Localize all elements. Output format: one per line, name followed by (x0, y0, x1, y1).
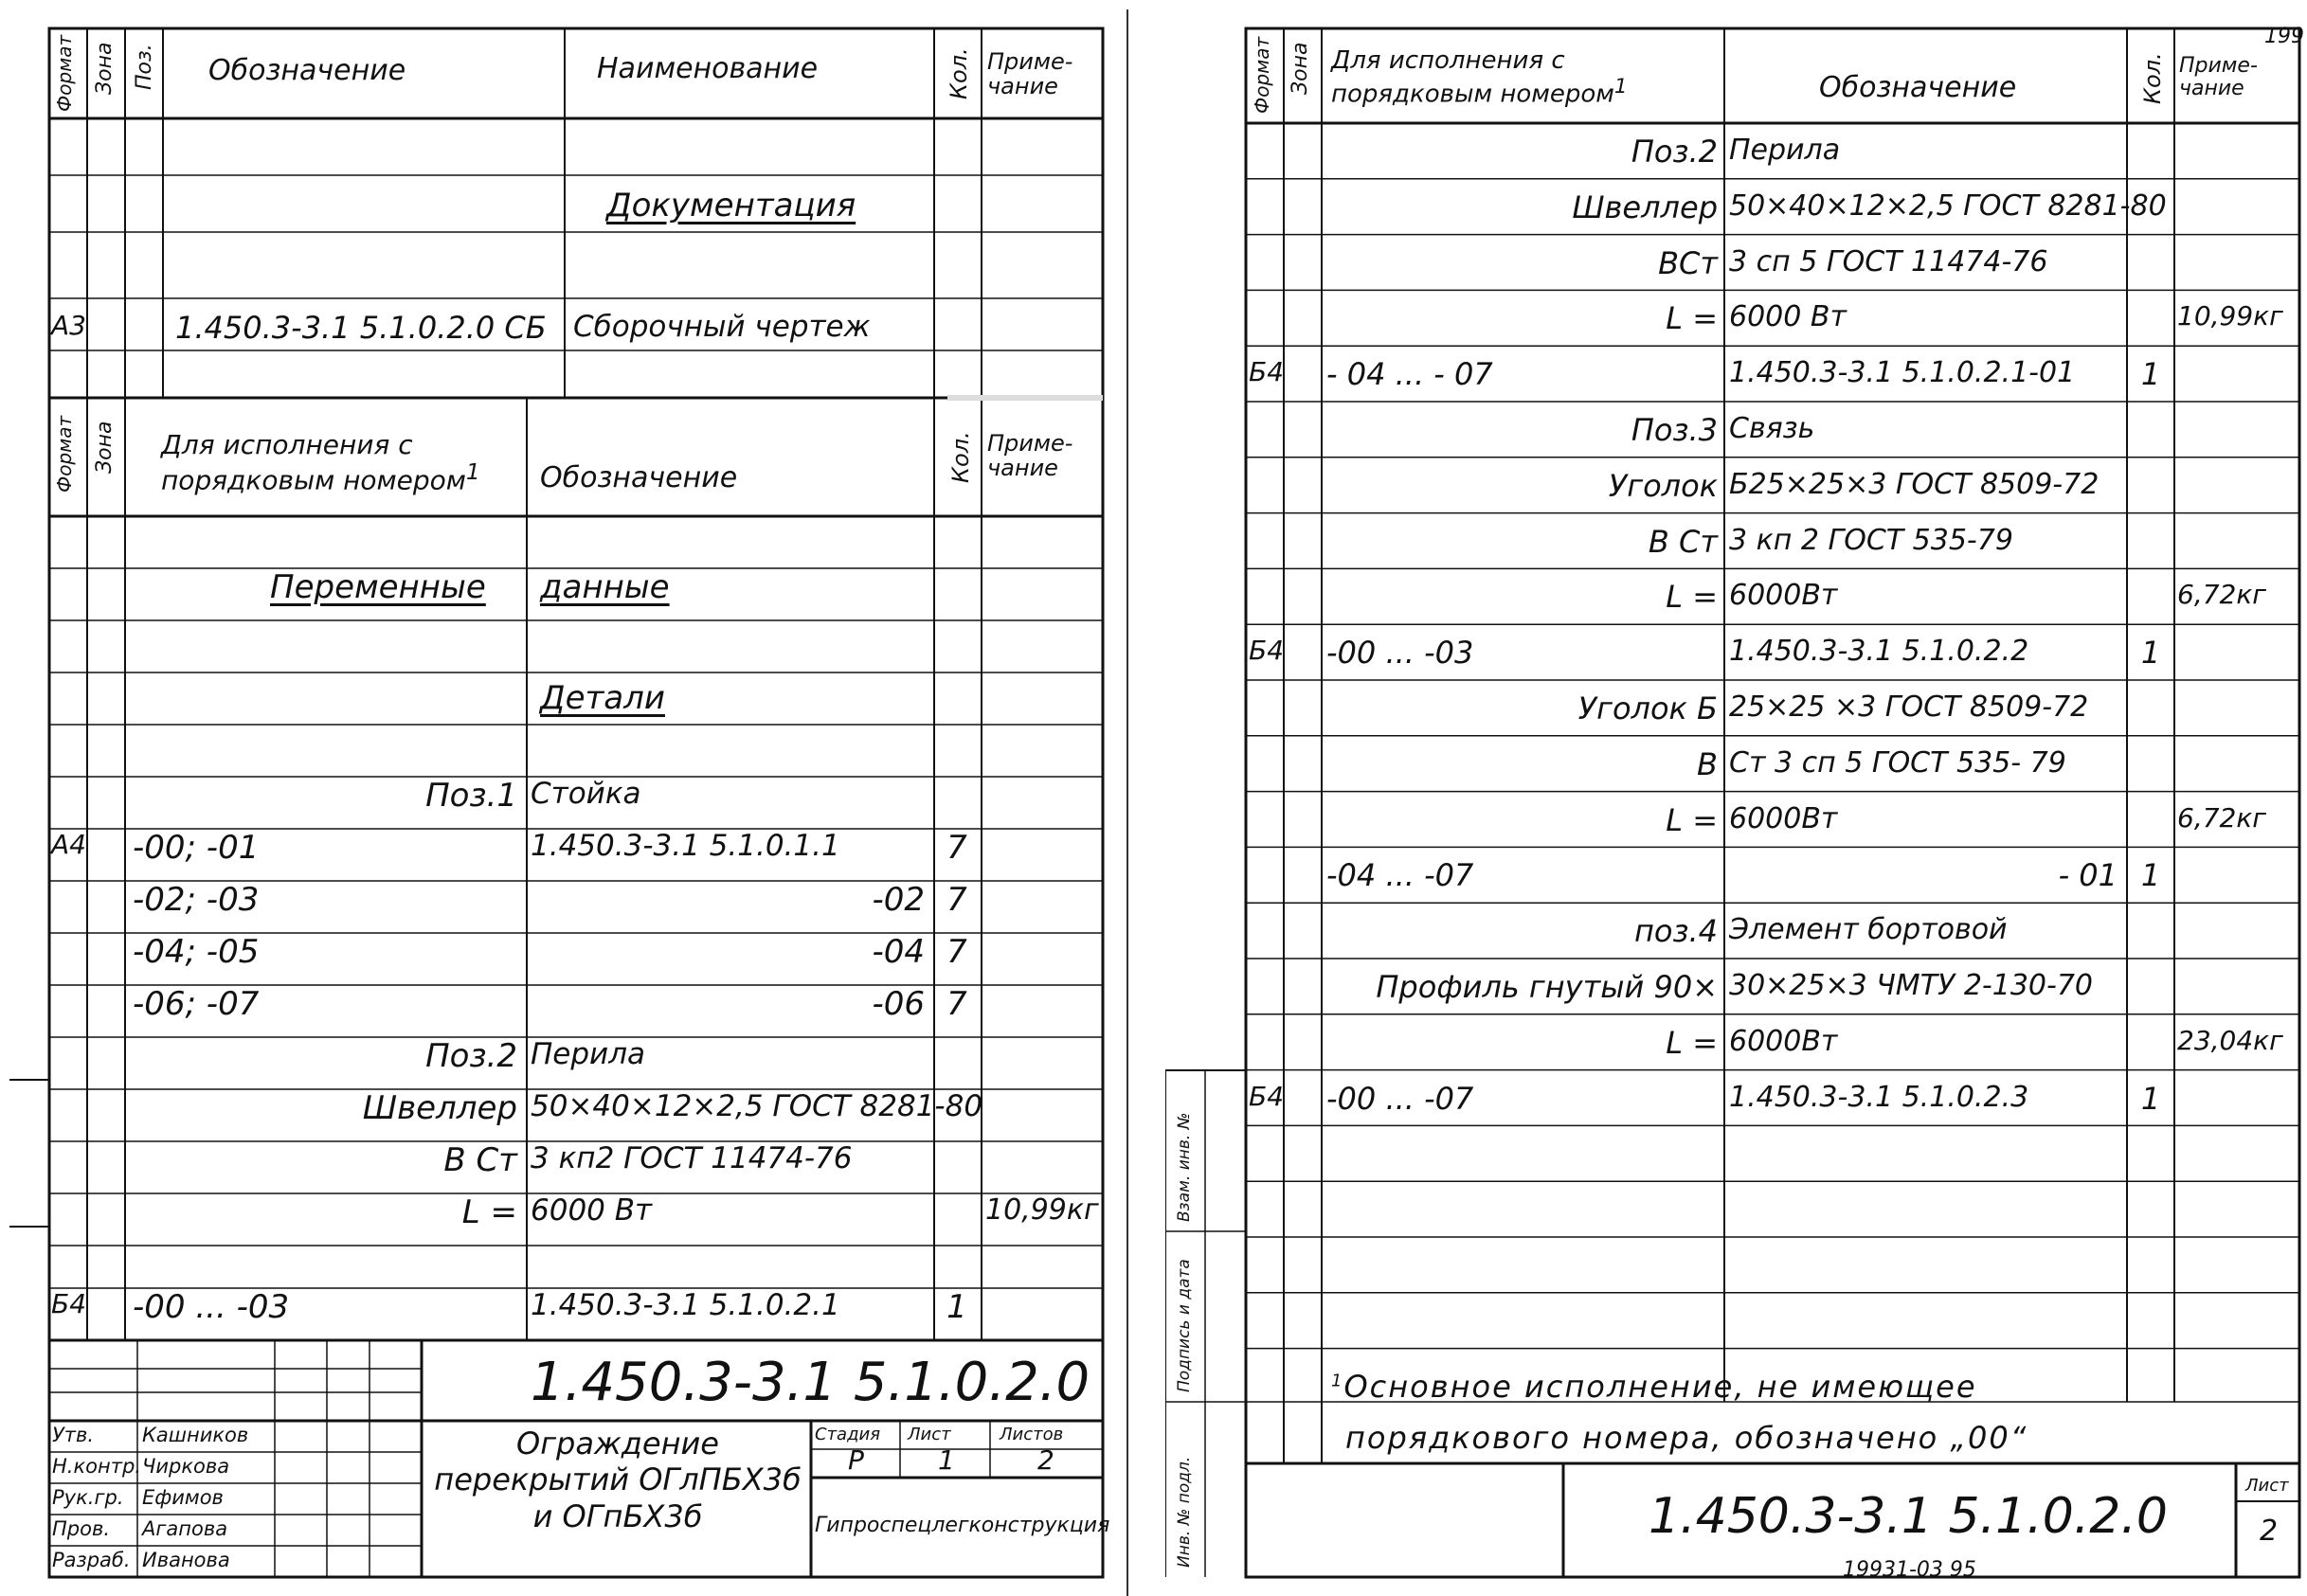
doc-row-format: А3 (51, 310, 86, 341)
side-label-sign-date: Подпись и дата (1175, 1259, 1194, 1392)
left-row-exec: -00; -01 (133, 829, 260, 867)
right-row-label: Профиль гнутый 90× (1376, 969, 1718, 1005)
stamp-stage: Р (848, 1444, 864, 1476)
right-row-exec: -00 ... -07 (1326, 1080, 1474, 1117)
right-row-label: Поз.3 (1631, 412, 1718, 448)
r-col-zone-label: Зона (1289, 42, 1312, 95)
right-row-label: Поз.2 (1631, 134, 1718, 170)
r-col-designation-label: Обозначение (1819, 71, 2017, 104)
right-row-desig: 3 сп 5 ГОСТ 11474-76 (1729, 244, 2048, 278)
var-col-zone-label: Зона (93, 421, 117, 474)
footnote-line-1-text: Основное исполнение, не имеющее (1343, 1369, 1977, 1405)
left-row-label: Швеллер (362, 1089, 517, 1127)
left-stamp-title: Ограждение перекрытий ОГлПБХ3б и ОГпБХ3б (434, 1426, 802, 1534)
left-row-desig: 3 кп2 ГОСТ 11474-76 (531, 1141, 853, 1175)
left-row-label: В Ст (443, 1141, 517, 1179)
stamp-org: Гипроспецлегконструкция (815, 1514, 1110, 1537)
right-stamp-code: 1.450.3-3.1 5.1.0.2.0 (1649, 1488, 2169, 1545)
right-row-label: Уголок Б (1577, 690, 1718, 726)
right-row-label: L = (1666, 300, 1718, 337)
right-row-desig: 1.450.3-3.1 5.1.0.2.1-01 (1729, 356, 2076, 390)
left-row-exec: -06; -07 (133, 985, 260, 1023)
left-row-exec: -04; -05 (133, 933, 260, 971)
right-row-fmt: Б4 (1249, 1080, 1285, 1112)
left-row-fmt: А4 (51, 829, 86, 860)
left-row-fmt: Б4 (51, 1288, 87, 1319)
left-row-desig: 1.450.3-3.1 5.1.0.1.1 (531, 829, 840, 863)
side-label-vzam-inv: Взам. инв. № (1175, 1112, 1194, 1222)
right-row-desig: Элемент бортовой (1729, 913, 2008, 947)
right-row-desig: Перила (1729, 134, 1841, 167)
stamp-sheet: 1 (938, 1444, 955, 1476)
right-row-desig: 25×25 ×3 ГОСТ 8509-72 (1729, 690, 2089, 724)
left-row-label: Поз.2 (425, 1037, 517, 1075)
var-col-exec-text: Для исполнения с порядковым номером (161, 429, 466, 496)
right-row-desig: 3 кп 2 ГОСТ 535-79 (1729, 523, 2013, 557)
stamp-person-role: Н.контр. (52, 1455, 141, 1478)
right-row-note: 6,72кг (2177, 801, 2266, 834)
r-col-format-label: Формат (1251, 36, 1273, 114)
doc-row-designation: 1.450.3-3.1 5.1.0.2.0 СБ (175, 310, 547, 346)
right-row-fmt: Б4 (1249, 635, 1285, 667)
left-row-qty: 7 (946, 829, 967, 867)
right-row-exec: -04 ... -07 (1326, 857, 1474, 894)
left-row-desig: 1.450.3-3.1 5.1.0.2.1 (531, 1288, 840, 1322)
right-row-exec: - 04 ... - 07 (1326, 356, 1493, 393)
side-label-inv-podl: Инв. № подл. (1175, 1456, 1194, 1568)
stamp-person-name: Кашников (142, 1424, 249, 1446)
var-col-exec-label (161, 431, 521, 495)
r-col-qty-label: Кол. (2139, 52, 2166, 104)
left-row-desig: Перила (531, 1037, 646, 1071)
right-row-desig: 6000Вт (1729, 579, 1838, 613)
right-row-desig: - 01 (2058, 857, 2118, 894)
footnote-mark: 1 (465, 457, 480, 485)
right-row-desig: Б25×25×3 ГОСТ 8509-72 (1729, 467, 2100, 501)
variable-data-title-b: данные (540, 568, 670, 606)
right-row-note: 6,72кг (2177, 579, 2266, 611)
left-row-exec: -02; -03 (133, 881, 260, 919)
stamp-sheets-label: Листов (1000, 1425, 1064, 1444)
left-row-qty: 7 (946, 985, 967, 1023)
right-row-desig: 1.450.3-3.1 5.1.0.2.2 (1729, 635, 2029, 669)
var-col-format-label: Формат (53, 415, 76, 493)
stamp-person-role: Утв. (52, 1424, 95, 1446)
right-row-desig: 30×25×3 ЧМТУ 2-130-70 (1729, 969, 2094, 1002)
bottom-code: 19931-03 95 (1843, 1558, 1976, 1582)
right-row-label: Швеллер (1572, 188, 1718, 225)
r-col-note-label: Приме-чание (2179, 54, 2258, 101)
right-row-desig: 6000Вт (1729, 1024, 1838, 1058)
right-row-desig: 1.450.3-3.1 5.1.0.2.3 (1729, 1080, 2029, 1114)
left-row-label: L = (461, 1193, 517, 1231)
var-col-qty-label: Кол. (947, 431, 974, 483)
right-row-note: 10,99кг (2177, 300, 2283, 332)
footnote-line-1-mark: 1 (1331, 1371, 1344, 1391)
right-row-desig: Ст 3 сп 5 ГОСТ 535- 79 (1729, 745, 2066, 780)
right-row-qty: 1 (2140, 635, 2161, 672)
left-row-desig: Стойка (531, 777, 641, 811)
right-row-qty: 1 (2140, 356, 2161, 393)
right-row-label: В Ст (1648, 523, 1718, 560)
right-row-label: Уголок (1608, 467, 1718, 504)
r-footnote-mark: 1 (1613, 74, 1628, 99)
details-title: Детали (540, 679, 665, 717)
stamp-person-name: Агапова (142, 1517, 228, 1540)
right-row-desig: Связь (1729, 412, 1815, 445)
left-row-desig: -04 (872, 933, 925, 971)
doc-section-title: Документация (606, 187, 856, 224)
left-row-qty: 7 (946, 933, 967, 971)
right-row-desig: 50×40×12×2,5 ГОСТ 8281-80 (1729, 188, 2167, 223)
left-row-desig: -06 (872, 985, 925, 1023)
right-row-qty: 1 (2140, 1080, 2161, 1117)
stamp-person-role: Рук.гр. (52, 1486, 124, 1509)
var-col-designation-label: Обозначение (540, 461, 738, 494)
variable-data-title-a: Переменные (270, 568, 486, 606)
left-row-desig: 50×40×12×2,5 ГОСТ 8281-80 (531, 1089, 983, 1123)
left-row-desig: -02 (872, 881, 925, 919)
right-row-label: L = (1666, 579, 1718, 616)
col-designation-label: Обозначение (208, 54, 406, 87)
stamp-stage-label: Стадия (815, 1425, 881, 1444)
stamp-person-name: Ефимов (142, 1486, 224, 1509)
stamp-person-role: Пров. (52, 1517, 111, 1540)
col-pos-label: Поз. (133, 44, 156, 90)
col-format-label: Формат (53, 34, 76, 112)
r-col-exec-text: Для исполнения с порядковым номером (1331, 46, 1614, 109)
stamp-person-role: Разраб. (52, 1549, 131, 1571)
footnote-line-1 (1331, 1369, 1977, 1405)
left-stamp-code: 1.450.3-3.1 5.1.0.2.0 (531, 1352, 1090, 1413)
col-qty-label: Кол. (946, 47, 972, 99)
col-name-label: Наименование (597, 52, 819, 85)
right-row-label: В (1697, 745, 1718, 782)
page-number: 199 (2264, 25, 2304, 48)
left-row-exec: -00 ... -03 (133, 1288, 290, 1326)
stamp-sheets: 2 (1037, 1444, 1054, 1476)
stamp-person-name: Чиркова (142, 1455, 230, 1478)
left-sheet (0, 0, 1137, 1596)
right-row-fmt: Б4 (1249, 356, 1285, 388)
doc-row-name: Сборочный чертеж (573, 310, 871, 344)
right-row-label: поз.4 (1633, 913, 1718, 950)
var-col-note-label: Приме-чание (987, 430, 1073, 482)
left-row-label: Поз.1 (425, 777, 517, 815)
left-row-desig: 6000 Вт (531, 1193, 653, 1228)
right-row-desig: 6000 Вт (1729, 300, 1847, 334)
right-row-note: 23,04кг (2177, 1024, 2283, 1056)
right-sheet-label: Лист (2245, 1476, 2289, 1496)
right-row-label: L = (1666, 1024, 1718, 1061)
right-row-exec: -00 ... -03 (1326, 635, 1474, 672)
right-row-desig: 6000Вт (1729, 801, 1838, 835)
col-zone-label: Зона (93, 42, 117, 95)
right-grid-lines (1165, 0, 2307, 1596)
left-row-qty: 1 (946, 1288, 967, 1326)
stamp-person-name: Иванова (142, 1549, 230, 1571)
footnote-line-2: порядкового номера, обозначено „00“ (1345, 1420, 2028, 1456)
right-sheet-number: 2 (2260, 1515, 2279, 1548)
right-row-label: ВСт (1658, 244, 1718, 281)
right-row-qty: 1 (2140, 857, 2161, 894)
left-row-qty: 7 (946, 881, 967, 919)
right-sheet (1165, 0, 2307, 1596)
r-col-exec-label (1331, 47, 1720, 109)
right-row-label: L = (1666, 801, 1718, 838)
left-row-note: 10,99кг (985, 1193, 1099, 1227)
col-note-label: Приме-чание (987, 48, 1073, 100)
stamp-sheet-label: Лист (908, 1425, 951, 1444)
